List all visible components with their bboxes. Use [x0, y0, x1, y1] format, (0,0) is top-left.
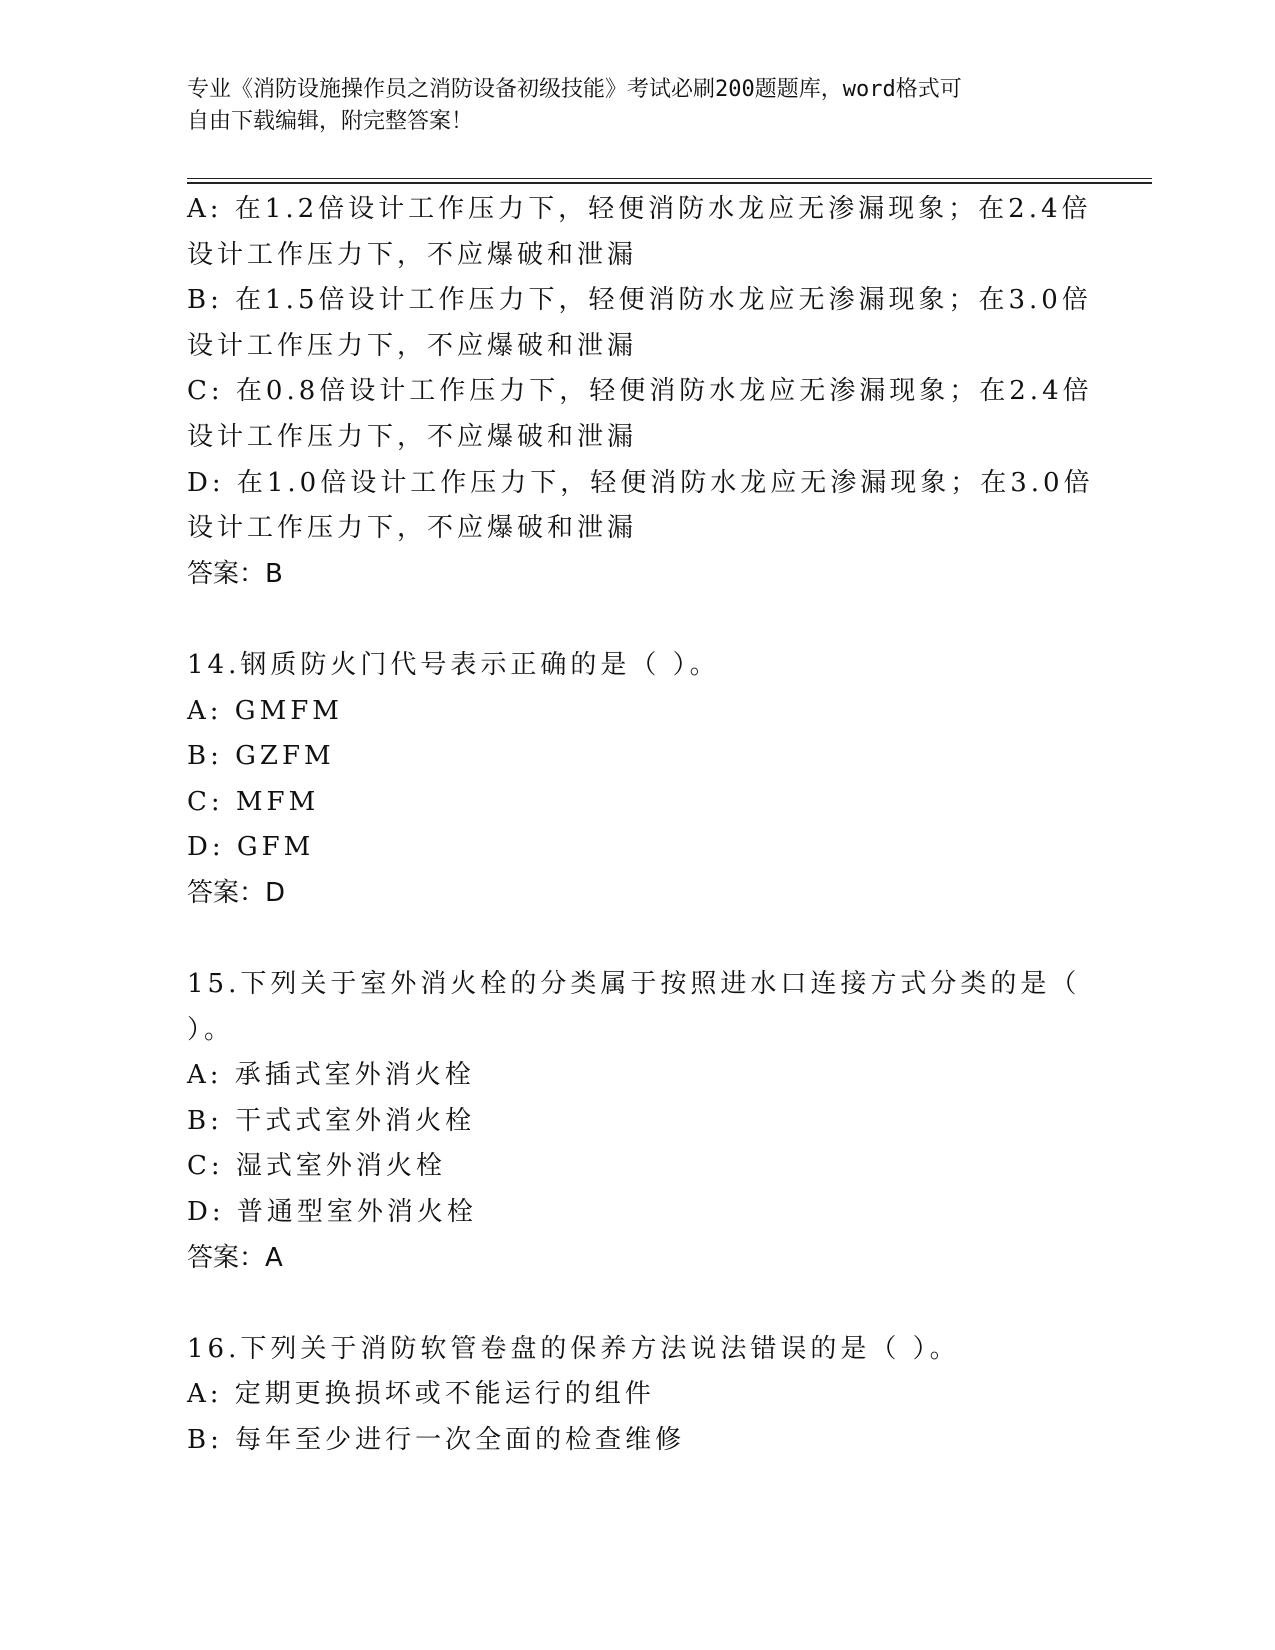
question-13-options: [187, 187, 1094, 597]
option-b: B: 每年至少进行一次全面的检查维修: [187, 1425, 686, 1456]
option-a: A: GMFM: [187, 695, 343, 726]
question-15-text-line-1: 15.下列关于室外消火栓的分类属于按照进水口连接方式分类的是（: [187, 969, 1081, 1000]
spacer: [187, 1281, 1087, 1327]
option-c-line-2: 设计工作压力下，不应爆破和泄漏: [187, 421, 638, 452]
option-a-line-2: 设计工作压力下，不应爆破和泄漏: [187, 239, 638, 270]
header-line-1: 专业《消防设施操作员之消防设备初级技能》考试必刷200题题库，word格式可: [187, 77, 962, 102]
option-d: D: GFM: [187, 832, 315, 863]
header-divider-thick: [187, 182, 1152, 184]
option-d: D: 普通型室外消火栓: [187, 1197, 477, 1228]
document-body: [187, 187, 1094, 1464]
option-b: B: GZFM: [187, 741, 335, 772]
question-16: [187, 1327, 1087, 1464]
option-a: A: 承插式室外消火栓: [187, 1060, 475, 1091]
option-b-line-2: 设计工作压力下，不应爆破和泄漏: [187, 330, 638, 361]
spacer: [187, 917, 1087, 963]
header-divider-thin: [187, 178, 1152, 179]
option-a: A: 定期更换损坏或不能运行的组件: [187, 1379, 655, 1410]
option-c-line-1: C: 在0.8倍设计工作压力下，轻便消防水龙应无渗漏现象；在2.4倍: [187, 376, 1093, 407]
option-d-line-1: D: 在1.0倍设计工作压力下，轻便消防水龙应无渗漏现象；在3.0倍: [187, 467, 1094, 498]
answer-15: 答案：A: [187, 1242, 283, 1273]
spacer: [187, 597, 1087, 643]
option-b: B: 干式式室外消火栓: [187, 1105, 476, 1136]
answer-14: 答案：D: [187, 877, 286, 908]
option-c: C: 湿式室外消火栓: [187, 1151, 446, 1182]
question-15: [187, 962, 1087, 1281]
question-14: [187, 643, 1087, 917]
document-header: [187, 74, 1087, 138]
option-d-line-2: 设计工作压力下，不应爆破和泄漏: [187, 513, 638, 544]
header-line-2: 自由下载编辑，附完整答案！: [187, 109, 474, 134]
answer-13: 答案：B: [187, 558, 283, 589]
option-b-line-1: B: 在1.5倍设计工作压力下，轻便消防水龙应无渗漏现象；在3.0倍: [187, 285, 1092, 316]
question-14-text: 14.钢质防火门代号表示正确的是（ ）。: [187, 649, 720, 680]
question-15-text-line-2: ）。: [187, 1014, 235, 1045]
question-16-text: 16.下列关于消防软管卷盘的保养方法说法错误的是（ ）。: [187, 1333, 960, 1364]
option-c: C: MFM: [187, 786, 320, 817]
option-a-line-1: A: 在1.2倍设计工作压力下，轻便消防水龙应无渗漏现象；在2.4倍: [187, 194, 1092, 224]
